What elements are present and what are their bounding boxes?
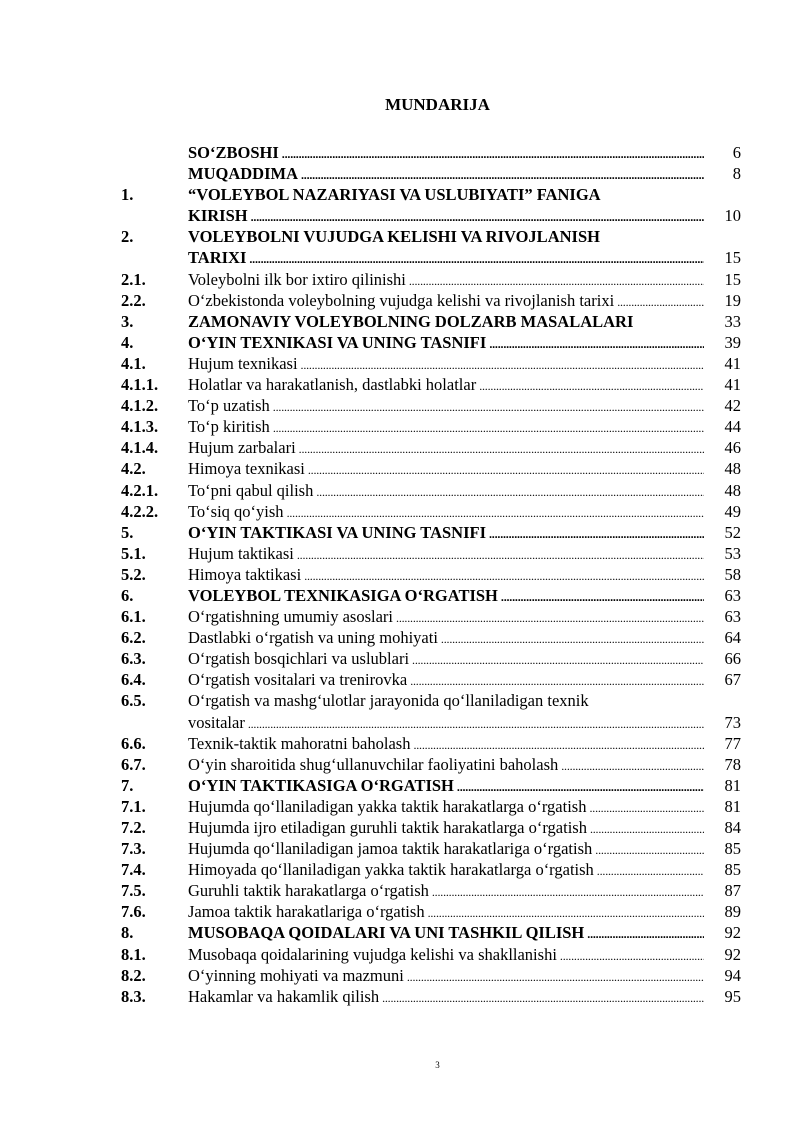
toc-entry-label: To‘siq qo‘yish (188, 501, 284, 521)
toc-entry-title (188, 817, 704, 840)
toc-entry-page: 92 (724, 944, 741, 964)
toc-entry-title (188, 669, 704, 692)
toc-entry-title-line1: “VOLEYBOL NAZARIYASI VA USLUBIYATI” FANIGA (188, 185, 601, 205)
toc-entry-number: 4.2.2. (121, 501, 159, 521)
toc-entry-page: 41 (724, 375, 741, 395)
dot-leader (592, 838, 704, 861)
dot-leader (558, 754, 704, 777)
toc-entry-title (188, 395, 704, 418)
toc-entry (0, 901, 800, 922)
toc-entry-title (188, 838, 704, 861)
toc-entry-page: 77 (724, 733, 741, 753)
toc-entry-number: 4.1.2. (121, 396, 159, 416)
toc-entry-label: Jamoa taktik harakatlariga o‘rgatish (188, 902, 425, 922)
toc-entry (0, 142, 800, 163)
toc-entry (0, 690, 800, 732)
toc-entry-label: Hujum zarbalari (188, 438, 296, 458)
toc-entry-label: Holatlar va harakatlanish, dastlabki holatlar (188, 375, 477, 395)
toc-entry-label: Guruhli taktik harakatlarga o‘rgatish (188, 881, 429, 901)
toc-entry-title (188, 184, 704, 228)
toc-entry-number: 2.1. (121, 269, 146, 289)
toc-entry-number: 5.1. (121, 543, 146, 563)
toc-entry (0, 585, 800, 606)
toc-entry-label: MUQADDIMA (188, 164, 298, 184)
toc-entry-title (188, 986, 704, 1009)
toc-entry-title (188, 437, 704, 460)
dot-leader (406, 269, 704, 292)
toc-entry (0, 754, 800, 775)
toc-entry-page: 89 (724, 902, 741, 922)
toc-entry-label: Hujumda qo‘llaniladigan yakka taktik harakatlarga o‘rgatish (188, 796, 587, 816)
toc-entry-label: O‘zbekistonda voleybolning vujudga kelishi va rivojlanish tarixi (188, 290, 615, 310)
dot-leader (409, 648, 704, 671)
toc-entry-label: To‘p uzatish (188, 396, 270, 416)
toc-entry-number: 4. (121, 332, 134, 352)
toc-entry (0, 880, 800, 901)
toc-entry-number: 8. (121, 923, 134, 943)
dot-leader (248, 205, 704, 228)
toc-entry-page: 95 (724, 986, 741, 1006)
toc-entry (0, 606, 800, 627)
toc-entry-number: 6.7. (121, 754, 146, 774)
toc-entry-page: 49 (724, 501, 741, 521)
toc-entry-page: 85 (724, 839, 741, 859)
toc-entry-number: 4.1. (121, 353, 146, 373)
toc-entry (0, 332, 800, 353)
page-number: 3 (435, 1060, 440, 1070)
toc-entry (0, 437, 800, 458)
toc-entry-number: 6. (121, 585, 134, 605)
dot-leader (498, 585, 704, 608)
toc-entry (0, 269, 800, 290)
toc-entry-page: 46 (724, 438, 741, 458)
dot-leader (301, 564, 704, 587)
toc-entry-title-line1: O‘rgatish va mashg‘ulotlar jarayonida qo‘llaniladigan texnik (188, 691, 589, 711)
toc-entry-page: 66 (724, 649, 741, 669)
toc-entry-page: 63 (724, 585, 741, 605)
toc-entry (0, 416, 800, 437)
toc-entry-page: 73 (724, 712, 741, 732)
toc-entry-page: 15 (724, 248, 741, 268)
toc-entry-page: 19 (724, 290, 741, 310)
toc-entry-number: 4.1.4. (121, 438, 159, 458)
toc-entry (0, 522, 800, 543)
dot-leader (294, 543, 704, 566)
toc-entry (0, 648, 800, 669)
toc-entry-number: 7.4. (121, 860, 146, 880)
toc-entry-label: Himoya texnikasi (188, 459, 305, 479)
toc-entry-page: 53 (724, 543, 741, 563)
toc-entry-label: Hujum texnikasi (188, 353, 298, 373)
dot-leader (486, 332, 704, 355)
toc-entry-number: 7.1. (121, 796, 146, 816)
toc-entry-title (188, 585, 704, 608)
toc-entry (0, 838, 800, 859)
toc-entry (0, 627, 800, 648)
toc-entry (0, 480, 800, 501)
toc-entry-label: O‘rgatish bosqichlari va uslublari (188, 649, 410, 669)
dot-leader (614, 290, 704, 313)
toc-entry-label: ZAMONAVIY VOLEYBOLNING DOLZARB MASALALARI (188, 311, 634, 331)
toc-entry-page: 67 (724, 670, 741, 690)
dot-leader (270, 416, 704, 439)
dot-leader (586, 796, 704, 819)
toc-entry-number: 4.2.1. (121, 480, 159, 500)
toc-entry-title (188, 754, 704, 777)
toc-entry-number: 7.5. (121, 881, 146, 901)
toc-entry (0, 796, 800, 817)
toc-entry-label: MUSOBAQA QOIDALARI VA UNI TASHKIL QILISH (188, 923, 585, 943)
toc-entry (0, 290, 800, 311)
dot-leader (476, 374, 704, 397)
toc-entry-title-line1: VOLEYBOLNI VUJUDGA KELISHI VA RIVOJLANISH (188, 227, 600, 247)
toc-entry-title (188, 480, 704, 503)
toc-entry-title (188, 796, 704, 819)
toc-entry-label: TARIXI (188, 248, 247, 268)
toc-entry-title (188, 269, 704, 292)
toc-entry (0, 226, 800, 268)
toc-entry-title (188, 458, 704, 481)
toc-entry-number: 4.1.3. (121, 417, 159, 437)
toc-entry-page: 41 (724, 353, 741, 373)
toc-entry-label: Himoyada qo‘llaniladigan yakka taktik harakatlarga o‘rgatish (188, 860, 594, 880)
toc-entry-page: 64 (724, 628, 741, 648)
toc-entry-title (188, 965, 704, 988)
dot-leader (279, 142, 704, 165)
toc-entry-label: To‘p kiritish (188, 417, 270, 437)
toc-entry (0, 944, 800, 965)
toc-entry-number: 6.1. (121, 607, 146, 627)
toc-entry-label: Voleybolni ilk bor ixtiro qilinishi (188, 269, 406, 289)
toc-entry-title (188, 922, 704, 945)
toc-entry-page: 6 (732, 143, 741, 162)
toc-entry-number: 8.2. (121, 965, 146, 985)
toc-entry (0, 965, 800, 986)
toc-entry-page: 92 (724, 923, 741, 943)
toc-entry-page: 87 (724, 881, 741, 901)
dot-leader (407, 669, 704, 692)
toc-entry-number: 7.6. (121, 902, 146, 922)
toc-entry-label: O‘yinning mohiyati va mazmuni (188, 965, 404, 985)
toc-entry-number: 3. (121, 311, 134, 331)
toc-entry (0, 543, 800, 564)
dot-leader (438, 627, 704, 650)
dot-leader (393, 606, 704, 629)
toc-entry-title (188, 690, 704, 734)
toc-entry (0, 163, 800, 184)
toc-entry-title (188, 374, 704, 397)
dot-leader (587, 817, 704, 840)
toc-entry-page: 48 (724, 480, 741, 500)
toc-entry-number: 6.2. (121, 628, 146, 648)
dot-leader (594, 859, 704, 882)
toc-entry-label: VOLEYBOL TEXNIKASIGA O‘RGATISH (188, 585, 498, 605)
toc-entry-label: Texnik-taktik mahoratni baholash (188, 733, 411, 753)
toc-entry-number: 2. (121, 227, 134, 247)
toc-entry-title (188, 627, 704, 650)
toc-entry (0, 922, 800, 943)
toc-entry (0, 669, 800, 690)
toc-entry-page: 15 (724, 269, 741, 289)
toc-entry-number: 6.6. (121, 733, 146, 753)
toc-entry-page: 8 (732, 164, 741, 184)
toc-entry (0, 311, 800, 332)
toc-entry (0, 817, 800, 838)
toc-entry-title (188, 733, 704, 756)
toc-entry-number: 5.2. (121, 564, 146, 584)
toc-entry-number: 4.2. (121, 459, 146, 479)
toc-entry-title (188, 290, 704, 313)
dot-leader (298, 163, 704, 186)
toc-entry-page: 78 (724, 754, 741, 774)
dot-leader (425, 901, 704, 924)
toc-entry-title (188, 353, 704, 376)
toc-entry (0, 986, 800, 1007)
toc-entry (0, 564, 800, 585)
dot-leader (313, 480, 704, 503)
dot-leader (410, 733, 704, 756)
toc-entry-number: 7.3. (121, 839, 146, 859)
toc-entry-page: 81 (724, 775, 741, 795)
toc-entry-title (188, 775, 704, 798)
toc-entry-number: 8.1. (121, 944, 146, 964)
toc-entry-label: Hujum taktikasi (188, 543, 294, 563)
toc-entry (0, 501, 800, 522)
dot-leader (245, 712, 704, 735)
toc-entry-number: 7. (121, 775, 134, 795)
toc-entry-label: O‘yin sharoitida shug‘ullanuvchilar faoliyatini baholash (188, 754, 559, 774)
toc-entry-number: 6.5. (121, 691, 146, 711)
toc-entry-title (188, 142, 704, 165)
toc-entry-title (188, 564, 704, 587)
toc-entry-number: 1. (121, 185, 134, 205)
toc-entry-page: 81 (724, 796, 741, 816)
toc-entry-number: 4.1.1. (121, 375, 159, 395)
dot-leader (486, 522, 704, 545)
dot-leader (584, 922, 704, 945)
dot-leader (454, 775, 704, 798)
toc-entry-page: 39 (724, 332, 741, 352)
toc-entry-title (188, 501, 704, 524)
toc-entry-title (188, 332, 704, 355)
dot-leader (284, 501, 704, 524)
toc-entry (0, 353, 800, 374)
toc-entry-number: 6.3. (121, 649, 146, 669)
toc-entry-label: O‘rgatishning umumiy asoslari (188, 607, 394, 627)
toc-entry-number: 6.4. (121, 670, 146, 690)
dot-leader (379, 986, 704, 1009)
toc-entry-title (188, 606, 704, 629)
toc-entry-number: 8.3. (121, 986, 146, 1006)
toc-entry-title (188, 416, 704, 439)
toc-entry-page: 63 (724, 607, 741, 627)
toc-entry-page: 58 (724, 564, 741, 584)
toc-entry-title (188, 543, 704, 566)
toc-entry-page: 44 (724, 417, 741, 437)
toc-entry-label: KIRISH (188, 206, 248, 226)
toc-entry-title (188, 648, 704, 671)
dot-leader (305, 458, 704, 481)
toc-entry-label: Hakamlar va hakamlik qilish (188, 986, 380, 1006)
toc-entry (0, 859, 800, 880)
toc-entry-title (188, 901, 704, 924)
toc-entry-label: O‘YIN TAKTIKASIGA O‘RGATISH (188, 775, 454, 795)
toc-entry-label: Hujumda ijro etiladigan guruhli taktik harakatlarga o‘rgatish (188, 818, 587, 837)
toc-entry-label: SO‘ZBOSHI (188, 143, 279, 162)
toc-entry-page: 85 (724, 860, 741, 880)
toc-entry-number: 2.2. (121, 290, 146, 310)
toc-entry-label: O‘YIN TAKTIKASI VA UNING TASNIFI (188, 522, 486, 542)
toc-entry (0, 395, 800, 416)
toc-entry (0, 374, 800, 395)
toc-entry-label: vositalar (188, 712, 245, 732)
table-of-contents (0, 142, 800, 1007)
toc-entry-page: 33 (724, 311, 741, 331)
dot-leader (298, 353, 704, 376)
toc-entry-label: Hujumda qo‘llaniladigan jamoa taktik harakatlariga o‘rgatish (188, 839, 593, 859)
toc-entry-label: To‘pni qabul qilish (188, 480, 314, 500)
dot-leader (404, 965, 704, 988)
toc-entry-page: 84 (724, 818, 741, 837)
dot-leader (296, 437, 704, 460)
toc-entry-label: Himoya taktikasi (188, 564, 302, 584)
toc-entry (0, 733, 800, 754)
toc-entry (0, 775, 800, 796)
toc-entry-title (188, 944, 704, 967)
toc-entry-label: O‘YIN TEXNIKASI VA UNING TASNIFI (188, 332, 487, 352)
dot-leader (246, 247, 704, 270)
toc-entry-label: Musobaqa qoidalarining vujudga kelishi va shakllanishi (188, 944, 557, 964)
dot-leader (270, 395, 704, 418)
toc-entry-title (188, 163, 704, 186)
toc-entry-page: 52 (724, 522, 741, 542)
toc-entry-page: 94 (724, 965, 741, 985)
toc-entry-label: Dastlabki o‘rgatish va uning mohiyati (188, 628, 438, 648)
toc-entry (0, 184, 800, 226)
page-title: MUNDARIJA (385, 95, 490, 114)
toc-entry-title (188, 880, 704, 903)
toc-entry-number: 7.2. (121, 818, 146, 837)
toc-entry-page: 42 (724, 396, 741, 416)
toc-entry-label: O‘rgatish vositalari va trenirovka (188, 670, 408, 690)
toc-entry-number: 5. (121, 522, 134, 542)
toc-entry-title (188, 311, 704, 332)
toc-entry-page: 10 (724, 206, 741, 226)
toc-entry-page: 48 (724, 459, 741, 479)
dot-leader (429, 880, 704, 903)
dot-leader (557, 944, 704, 967)
toc-entry-title (188, 226, 704, 270)
toc-entry-title (188, 859, 704, 882)
toc-entry-title (188, 522, 704, 545)
toc-entry (0, 458, 800, 479)
